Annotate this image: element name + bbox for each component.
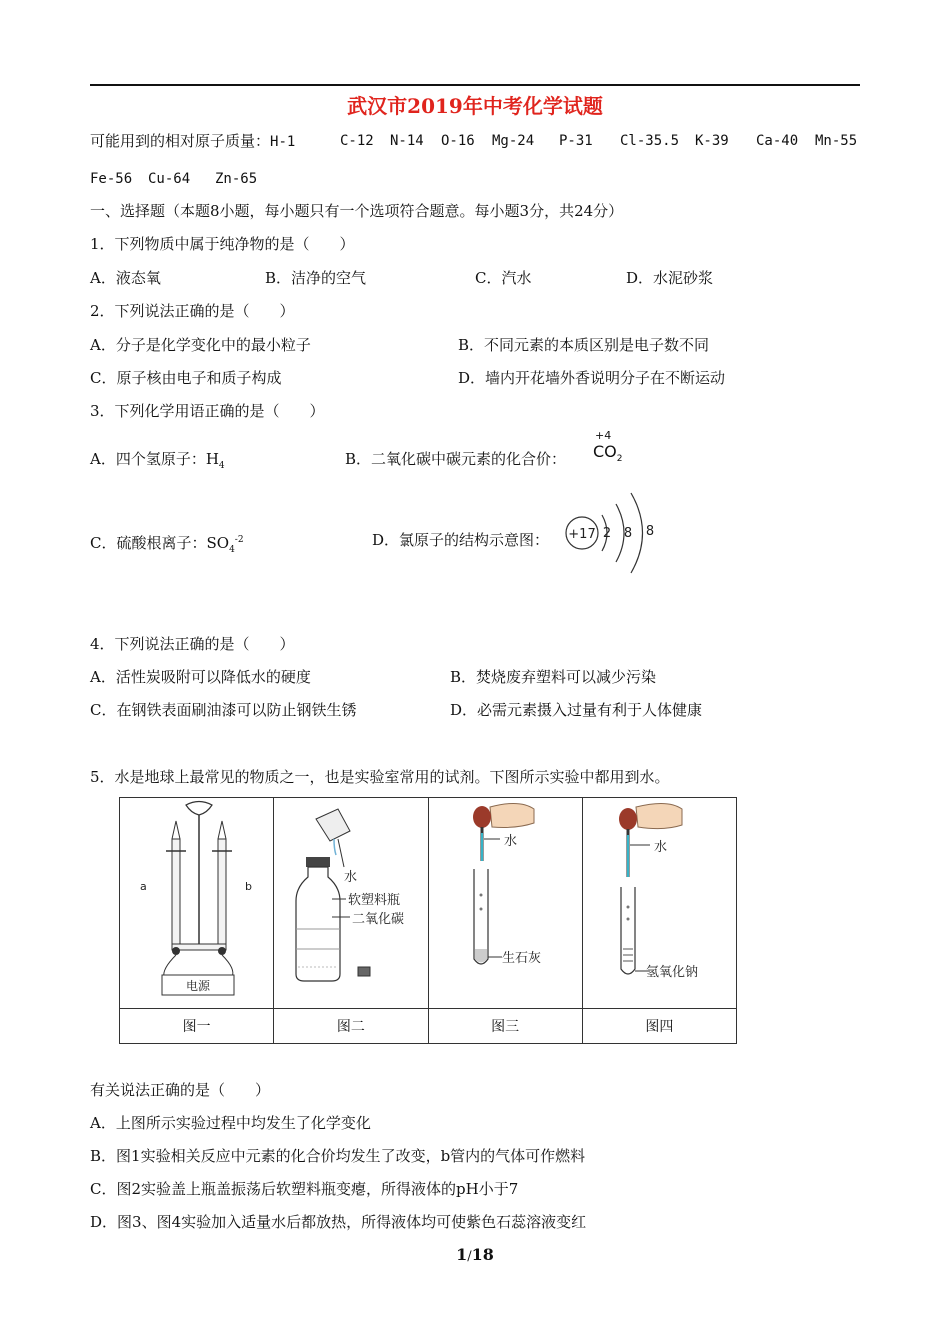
figure-4-caption: 图四 — [582, 1009, 736, 1044]
q1-stem: 1．下列物质中属于纯净物的是（ ） — [90, 235, 355, 253]
figure-2-cell — [274, 798, 428, 1009]
q2-stem: 2．下列说法正确的是（ ） — [90, 302, 295, 320]
figure-3-caption: 图三 — [428, 1009, 582, 1044]
power-source-label: 电源 — [185, 978, 210, 993]
q1-option-b: B．洁净的空气 — [265, 269, 367, 287]
q4-option-c: C．在钢铁表面刷油漆可以防止钢铁生锈 — [90, 701, 357, 719]
page-separator: / — [467, 1249, 472, 1264]
q2-option-c: C．原子核由电子和质子构成 — [90, 369, 282, 387]
water-label: 水 — [654, 839, 668, 855]
q5-option-c: C．图2实验盖上瓶盖振荡后软塑料瓶变瘪，所得液体的pH小于7 — [90, 1180, 519, 1198]
atomic-mass-item: H-1 — [270, 134, 296, 150]
q3-stem: 3．下列化学用语正确的是（ ） — [90, 402, 325, 420]
q2-option-d: D．墙内开花墙外香说明分子在不断运动 — [458, 369, 726, 387]
atomic-mass-item: Mn-55 — [815, 133, 858, 149]
figure-4-cell — [582, 798, 736, 1009]
experiment-figure-table — [119, 797, 737, 1044]
atomic-mass-item: P-31 — [559, 133, 593, 149]
figure-2-caption: 图二 — [274, 1009, 428, 1044]
water-label: 水 — [504, 833, 518, 849]
q2-option-b: B．不同元素的本质区别是电子数不同 — [458, 336, 710, 354]
nucleus-label: +17 — [568, 527, 596, 542]
subscript: 2 — [616, 454, 623, 465]
q3-option-b-text: B．二氧化碳中碳元素的化合价： — [345, 450, 567, 468]
atomic-mass-item: Cu-64 — [148, 171, 191, 187]
subscript: 4 — [218, 461, 225, 471]
q3-option-c — [90, 530, 244, 560]
figure-1-cell — [120, 798, 274, 1009]
q5-prompt: 有关说法正确的是（ ） — [90, 1081, 271, 1099]
q5-option-a: A．上图所示实验过程中均发生了化学变化 — [90, 1114, 371, 1132]
q4-option-b: B．焚烧废弃塑料可以减少污染 — [450, 668, 657, 686]
q1-option-c: C．汽水 — [475, 269, 532, 287]
substance-label: 生石灰 — [502, 950, 542, 966]
q3-option-a — [90, 449, 225, 476]
atomic-mass-item: N-14 — [390, 133, 424, 149]
q5-option-d: D．图3、图4实验加入适量水后都放热，所得液体均可使紫色石蕊溶液变红 — [90, 1213, 587, 1231]
bottle-label: 软塑料瓶 — [347, 892, 400, 908]
q4-option-d: D．必需元素摄入过量有利于人体健康 — [450, 701, 703, 719]
page-total: 18 — [471, 1245, 494, 1264]
q3-option-a-text: A．四个氢原子：H — [90, 450, 219, 468]
q5-option-b: B．图1实验相关反应中元素的化合价均发生了改变，b管内的气体可作燃料 — [90, 1147, 586, 1165]
atomic-mass-item: Mg-24 — [492, 133, 535, 149]
atomic-mass-line1 — [90, 131, 295, 152]
shell-electrons: 8 — [645, 524, 655, 539]
q3-option-d-text: D．氯原子的结构示意图： — [372, 531, 550, 549]
bottle-co2-apparatus — [276, 799, 426, 1004]
tube-b-label: b — [244, 879, 252, 893]
substance-label: 氢氧化钠 — [646, 964, 699, 980]
atomic-mass-item: K-39 — [695, 133, 729, 149]
q2-option-a: A．分子是化学变化中的最小粒子 — [90, 336, 311, 354]
subscript: 4 — [229, 545, 235, 555]
shell-electrons: 8 — [623, 526, 633, 541]
atomic-mass-item: O-16 — [441, 133, 475, 149]
co2-label: 二氧化碳 — [351, 911, 404, 927]
naoh-apparatus — [584, 799, 734, 1004]
page-number — [0, 1245, 950, 1264]
valence-label: +4 — [595, 429, 612, 442]
atomic-mass-item: Cl-35.5 — [620, 133, 680, 149]
shell-arc — [631, 493, 643, 573]
q1-option-a: A．液态氧 — [90, 269, 161, 287]
formula-text: CO — [593, 442, 617, 461]
atomic-mass-item: Zn-65 — [215, 171, 258, 187]
chlorine-atom-diagram — [560, 488, 670, 588]
figure-3-cell — [428, 798, 582, 1009]
atomic-mass-label: 可能用到的相对原子质量： — [90, 132, 271, 150]
atomic-mass-item: Fe-56 — [90, 171, 133, 187]
section-heading: 一、选择题（本题8小题，每小题只有一个选项符合题意。每小题3分，共24分） — [90, 202, 624, 220]
q4-stem: 4．下列说法正确的是（ ） — [90, 635, 295, 653]
shell-arc — [616, 504, 624, 562]
superscript: -2 — [234, 535, 244, 545]
top-rule — [90, 84, 860, 86]
q5-stem: 5．水是地球上最常见的物质之一，也是实验室常用的试剂。下图所示实验中都用到水。 — [90, 768, 670, 786]
tube-a-label: a — [139, 879, 147, 893]
atomic-mass-item: Ca-40 — [756, 133, 799, 149]
atomic-mass-item: C-12 — [340, 133, 374, 149]
co2-formula — [593, 442, 623, 469]
q1-option-d: D．水泥砂浆 — [626, 269, 714, 287]
quicklime-apparatus — [430, 799, 580, 1004]
page-current: 1 — [456, 1245, 468, 1264]
water-label: 水 — [343, 869, 357, 885]
shell-electrons: 2 — [602, 526, 612, 541]
q3-option-c-text: C．硫酸根离子：SO — [90, 534, 230, 552]
electrolysis-apparatus — [122, 799, 272, 1004]
q4-option-a: A．活性炭吸附可以降低水的硬度 — [90, 668, 311, 686]
figure-1-caption: 图一 — [120, 1009, 274, 1044]
page-title: 武汉市2019年中考化学试题 — [347, 94, 603, 118]
